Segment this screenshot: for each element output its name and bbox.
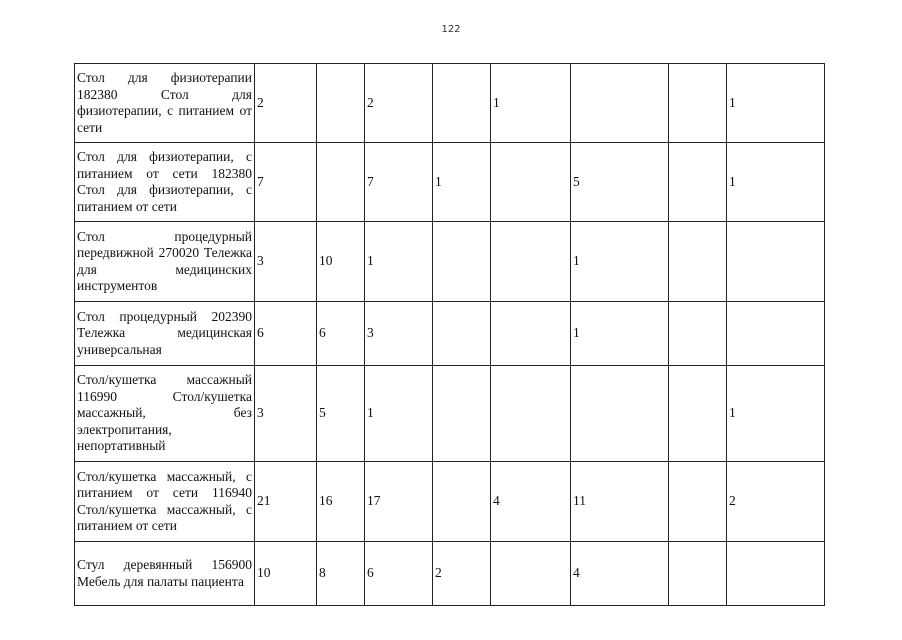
value-cell (317, 143, 365, 222)
value-cell: 21 (255, 462, 317, 542)
page-number: 122 (441, 24, 461, 35)
value-cell: 2 (433, 542, 491, 606)
table-row (75, 143, 825, 222)
value-cell: 7 (255, 143, 317, 222)
value-cell (669, 302, 727, 366)
equipment-table (74, 63, 825, 606)
value-cell: 1 (571, 302, 669, 366)
item-name-cell: Стол процедурный передвижной 270020 Тележка для медицинских инструментов (75, 222, 255, 302)
value-cell: 6 (255, 302, 317, 366)
value-cell (317, 64, 365, 143)
value-cell (669, 143, 727, 222)
value-cell: 2 (365, 64, 433, 143)
value-cell (491, 366, 571, 462)
value-cell (433, 302, 491, 366)
value-cell: 4 (491, 462, 571, 542)
value-cell (571, 64, 669, 143)
table-row (75, 462, 825, 542)
value-cell (727, 302, 825, 366)
value-cell: 1 (571, 222, 669, 302)
item-name-cell: Стол процедурный 202390 Тележка медицинская универсальная (75, 302, 255, 366)
value-cell: 6 (317, 302, 365, 366)
item-name-cell: Стол/кушетка массажный 116990 Стол/кушетка массажный, без электропитания, непортативный (75, 366, 255, 462)
value-cell: 17 (365, 462, 433, 542)
value-cell: 1 (491, 64, 571, 143)
value-cell: 3 (255, 366, 317, 462)
value-cell (491, 302, 571, 366)
value-cell (433, 462, 491, 542)
value-cell: 1 (727, 143, 825, 222)
value-cell (571, 366, 669, 462)
value-cell: 5 (571, 143, 669, 222)
table-row (75, 222, 825, 302)
value-cell (433, 222, 491, 302)
item-name-cell: Стол для физиотерапии, с питанием от сети 182380 Стол для физиотерапии, с питанием от сети (75, 143, 255, 222)
value-cell: 1 (365, 366, 433, 462)
value-cell: 8 (317, 542, 365, 606)
value-cell (727, 542, 825, 606)
value-cell: 10 (317, 222, 365, 302)
value-cell (669, 222, 727, 302)
value-cell: 1 (433, 143, 491, 222)
value-cell (669, 542, 727, 606)
table-row (75, 366, 825, 462)
value-cell: 5 (317, 366, 365, 462)
value-cell (491, 542, 571, 606)
value-cell: 7 (365, 143, 433, 222)
table-row (75, 302, 825, 366)
value-cell (433, 366, 491, 462)
value-cell: 2 (255, 64, 317, 143)
value-cell: 4 (571, 542, 669, 606)
value-cell: 2 (727, 462, 825, 542)
table-row (75, 542, 825, 606)
value-cell (669, 366, 727, 462)
value-cell: 3 (365, 302, 433, 366)
value-cell: 1 (727, 64, 825, 143)
value-cell (669, 462, 727, 542)
value-cell: 10 (255, 542, 317, 606)
value-cell: 1 (727, 366, 825, 462)
table-body (75, 64, 825, 606)
table-row (75, 64, 825, 143)
value-cell: 16 (317, 462, 365, 542)
value-cell: 6 (365, 542, 433, 606)
value-cell (491, 222, 571, 302)
value-cell: 1 (365, 222, 433, 302)
value-cell (727, 222, 825, 302)
item-name-cell: Стол/кушетка массажный, с питанием от сети 116940 Стол/кушетка массажный, с питанием от сети (75, 462, 255, 542)
value-cell (491, 143, 571, 222)
value-cell (433, 64, 491, 143)
value-cell (669, 64, 727, 143)
value-cell: 3 (255, 222, 317, 302)
item-name-cell: Стул деревянный 156900 Мебель для палаты пациента (75, 542, 255, 606)
item-name-cell: Стол для физиотерапии 182380 Стол для физиотерапии, с питанием от сети (75, 64, 255, 143)
value-cell: 11 (571, 462, 669, 542)
